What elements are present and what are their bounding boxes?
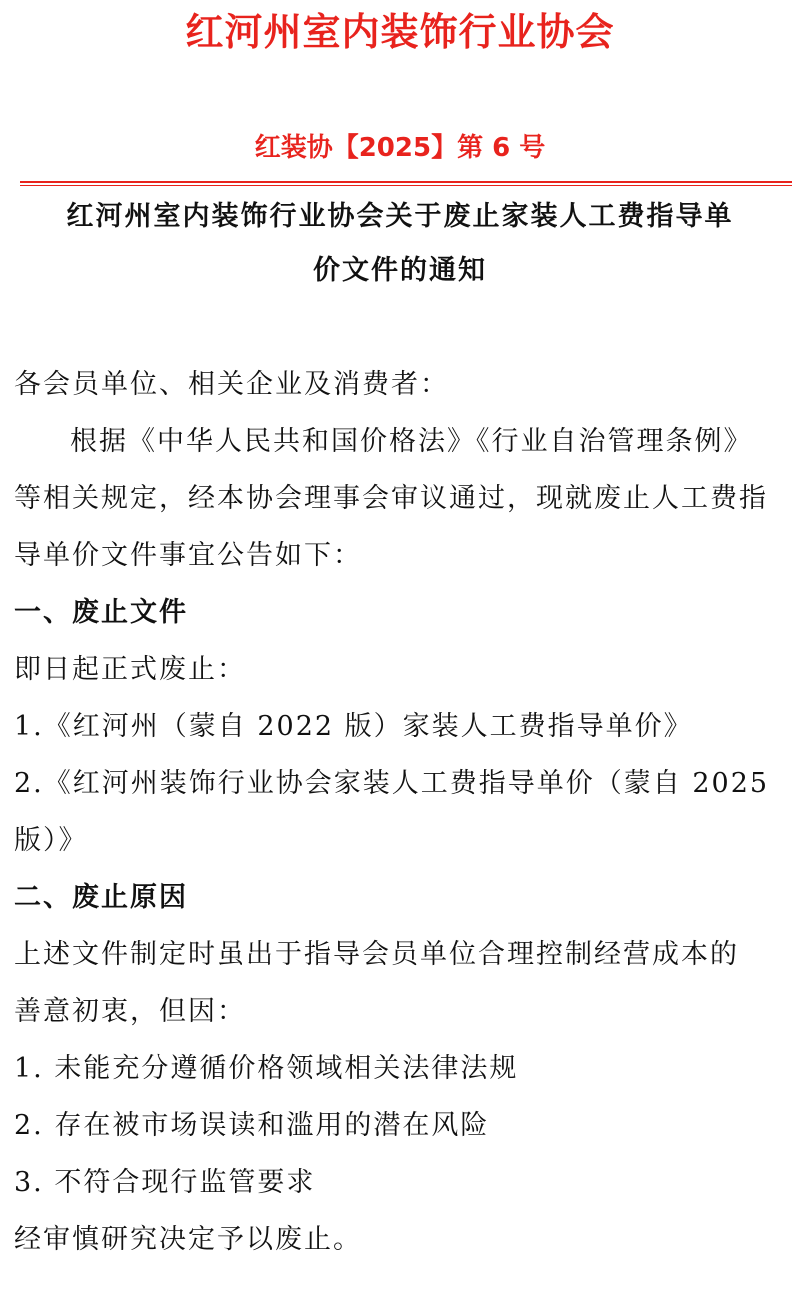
notice-title-line-1: 红河州室内装饰行业协会关于废止家装人工费指导单 — [66, 201, 734, 232]
intro-line-2: 等相关规定，经本协会理事会审议通过，现就废止人工费指 — [14, 483, 768, 514]
divider-thick-line — [20, 181, 792, 183]
section-2-item-1: 1. 未能充分遵循价格领域相关法律法规 — [14, 1053, 519, 1084]
salutation: 各会员单位、相关企业及消费者： — [14, 369, 449, 400]
notice-title-line-2: 价文件的通知 — [313, 255, 487, 286]
section-2-lead-line-2: 善意初衷，但因： — [14, 996, 246, 1027]
section-2-heading: 二、废止原因 — [14, 882, 188, 913]
divider-thin-line — [20, 185, 792, 186]
document-number: 红装协【2025】第 6 号 — [254, 133, 546, 163]
section-2-item-3: 3. 不符合现行监管要求 — [14, 1167, 316, 1198]
section-1-item-1: 1.《红河州（蒙自 2022 版）家装人工费指导单价》 — [14, 711, 693, 742]
notice-title — [0, 190, 800, 298]
section-2-lead-line-1: 上述文件制定时虽出于指导会员单位合理控制经营成本的 — [14, 939, 739, 970]
intro-line-3: 导单价文件事宜公告如下： — [14, 540, 362, 571]
section-2-conclusion: 经审慎研究决定予以废止。 — [14, 1224, 362, 1255]
section-1-item-2-line-2: 版）》 — [14, 825, 88, 856]
section-1-heading: 一、废止文件 — [14, 597, 188, 628]
section-1-lead: 即日起正式废止： — [14, 654, 246, 685]
section-2-item-2: 2. 存在被市场误读和滥用的潜在风险 — [14, 1110, 490, 1141]
section-1-item-2-line-1: 2.《红河州装饰行业协会家装人工费指导单价（蒙自 2025 — [14, 768, 770, 799]
intro-line-1: 根据《中华人民共和国价格法》《行业自治管理条例》 — [70, 426, 753, 457]
organization-title: 红河州室内装饰行业协会 — [185, 10, 615, 54]
red-header-divider — [20, 181, 792, 187]
notice-body — [14, 356, 794, 1268]
